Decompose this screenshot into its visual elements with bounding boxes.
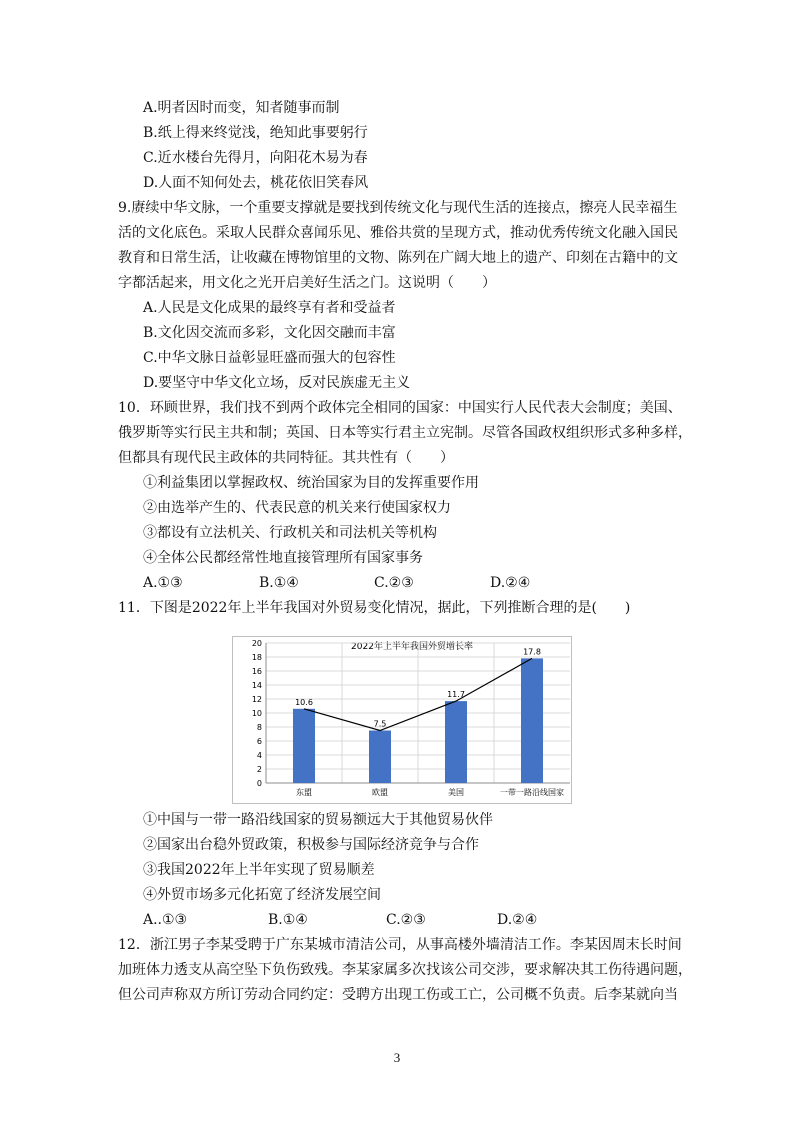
chart-title: 2022年上半年我国外贸增长率: [351, 642, 473, 652]
q10-item-4: ④全体公民都经常性地直接管理所有国家事务: [143, 550, 423, 566]
y-tick-label: 20: [251, 639, 262, 648]
value-label: 10.6: [295, 697, 313, 707]
value-label: 7.5: [373, 719, 387, 729]
q8-option-a: A.明者因时而变，知者随事而制: [143, 100, 340, 116]
q8-option-d: D.人面不知何处去，桃花依旧笑春风: [143, 175, 369, 191]
q11-item-1: ①中国与一带一路沿线国家的贸易额远大于其他贸易伙伴: [143, 812, 493, 828]
page-number: 3: [393, 1050, 401, 1065]
trade-growth-chart: [232, 636, 572, 804]
y-tick-label: 14: [251, 681, 262, 690]
x-tick-label: 东盟: [296, 788, 312, 797]
y-tick-label: 4: [256, 751, 262, 760]
y-tick-label: 10: [251, 709, 262, 718]
q11-choice-d: D.②④: [497, 912, 538, 928]
x-tick-label: 美国: [448, 788, 464, 797]
q11-item-4: ④外贸市场多元化拓宽了经济发展空间: [143, 887, 381, 903]
q12-stem-line-2: 加班体力透支从高空坠下负伤致残。李某家属多次找该公司交涉，要求解决其工伤待遇问题，: [118, 962, 692, 978]
x-tick-label: 一带一路沿线国家: [500, 788, 564, 797]
bar-3: [445, 701, 467, 783]
q10-choice-b: B.①④: [259, 575, 299, 591]
q9-option-a: A.人民是文化成果的最终享有者和受益者: [143, 300, 396, 316]
value-label: 11.7: [447, 690, 465, 700]
q9-option-b: B.文化因交流而多彩，文化因交融而丰富: [143, 325, 396, 341]
y-tick-label: 18: [251, 653, 262, 662]
q10-stem-line-2: 俄罗斯等实行民主共和制；英国、日本等实行君主立宪制。尽管各国政权组织形式多种多样，: [118, 425, 692, 441]
q8-option-b: B.纸上得来终觉浅，绝知此事要躬行: [143, 125, 368, 141]
q10-item-3: ③都设有立法机关、行政机关和司法机关等机构: [143, 525, 437, 541]
chart-frame: [233, 637, 572, 804]
value-label: 17.8: [523, 647, 541, 657]
q9-stem-line-4: 字都活起来，用文化之光开启美好生活之门。这说明（ ）: [118, 275, 496, 291]
q11-choice-c: C.②③: [386, 912, 426, 928]
y-tick-label: 6: [256, 737, 262, 746]
q11-item-3: ③我国2022年上半年实现了贸易顺差: [143, 862, 375, 878]
q10-stem-line-3: 但都具有现代民主政体的共同特征。其共性有（ ）: [118, 450, 454, 466]
q10-stem-line-1: 10．环顾世界，我们找不到两个政体完全相同的国家：中国实行人民代表大会制度；美国、: [118, 400, 682, 416]
q12-stem-line-3: 但公司声称双方所订劳动合同约定：受聘方出现工伤或工亡，公司概不负责。后李某就向当: [118, 987, 678, 1003]
q10-choice-d: D.②④: [490, 575, 531, 591]
q11-choice-a: A..①③: [143, 912, 188, 928]
q10-item-2: ②由选举产生的、代表民意的机关来行使国家权力: [143, 500, 451, 516]
bar-2: [369, 731, 391, 784]
q9-stem-line-2: 活的文化底色。采取人民群众喜闻乐见、雅俗共赏的呈现方式，推动优秀传统文化融入国民: [118, 225, 678, 241]
q10-choice-a: A.①③: [143, 575, 183, 591]
y-tick-label: 0: [256, 779, 262, 788]
bar-1: [293, 709, 315, 783]
q11-stem: 11．下图是2022年上半年我国对外贸易变化情况，据此，下列推断合理的是( ): [118, 600, 631, 616]
q10-item-1: ①利益集团以掌握政权、统治国家为目的发挥重要作用: [143, 475, 479, 491]
bar-4: [521, 658, 543, 783]
y-tick-label: 16: [251, 667, 262, 676]
q11-choice-b: B.①④: [268, 912, 308, 928]
y-tick-label: 12: [251, 695, 262, 704]
y-tick-label: 2: [256, 765, 262, 774]
q8-option-c: C.近水楼台先得月，向阳花木易为春: [143, 150, 368, 166]
q9-option-c: C.中华文脉日益彰显旺盛而强大的包容性: [143, 350, 396, 366]
q10-choice-c: C.②③: [374, 575, 414, 591]
q9-stem-line-3: 教育和日常生活，让收藏在博物馆里的文物、陈列在广阔大地上的遗产、印刻在古籍中的文: [118, 250, 678, 266]
q9-option-d: D.要坚守中华文化立场，反对民族虚无主义: [143, 375, 411, 391]
x-tick-label: 欧盟: [372, 788, 388, 797]
q11-item-2: ②国家出台稳外贸政策，积极参与国际经济竞争与合作: [143, 837, 479, 853]
q12-stem-line-1: 12．浙江男子李某受聘于广东某城市清洁公司，从事高楼外墙清洁工作。李某因周末长时间: [118, 937, 682, 953]
y-tick-label: 8: [256, 723, 262, 732]
q9-stem-line-1: 9.赓续中华文脉，一个重要支撑就是要找到传统文化与现代生活的连接点，擦亮人民幸福生: [118, 200, 678, 216]
